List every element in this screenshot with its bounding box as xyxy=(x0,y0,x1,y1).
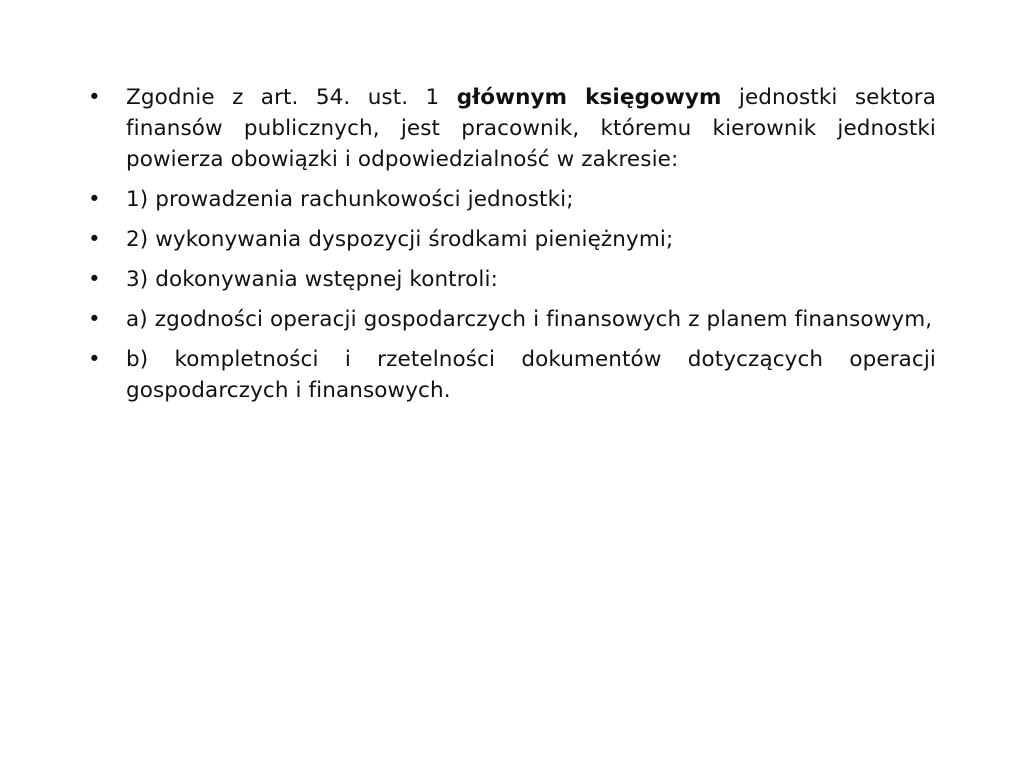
bullet-text: b) kompletności i rzetelności dokumentów dotyczących operacji gospodarczych i finansowych. xyxy=(126,347,936,403)
bullet-item-2 xyxy=(88,224,936,255)
bullet-item-a xyxy=(88,304,936,335)
bullet-text: 2) wykonywania dyspozycji środkami pieniężnymi; xyxy=(126,227,674,252)
bullet-item-1 xyxy=(88,184,936,215)
bullet-item-3 xyxy=(88,264,936,295)
bullet-text: a) zgodności operacji gospodarczych i finansowych z planem finansowym, xyxy=(126,307,933,332)
bullet-item-definition xyxy=(88,82,936,175)
bullet-text: 1) prowadzenia rachunkowości jednostki; xyxy=(126,187,574,212)
bullet-item-b xyxy=(88,344,936,406)
bullet-text-bold-term: głównym księgowym xyxy=(456,85,722,110)
bullet-text-intro: Zgodnie z art. 54. ust. 1 xyxy=(126,85,457,110)
bullet-list xyxy=(88,82,936,406)
bullet-text: 3) dokonywania wstępnej kontroli: xyxy=(126,267,498,292)
bullet-text-rest: jednostki sektora finansów publicznych, jest pracownik, któremu kierownik jednostki powierza obowiązki i odpowiedzialność w zakresie: xyxy=(126,85,936,172)
